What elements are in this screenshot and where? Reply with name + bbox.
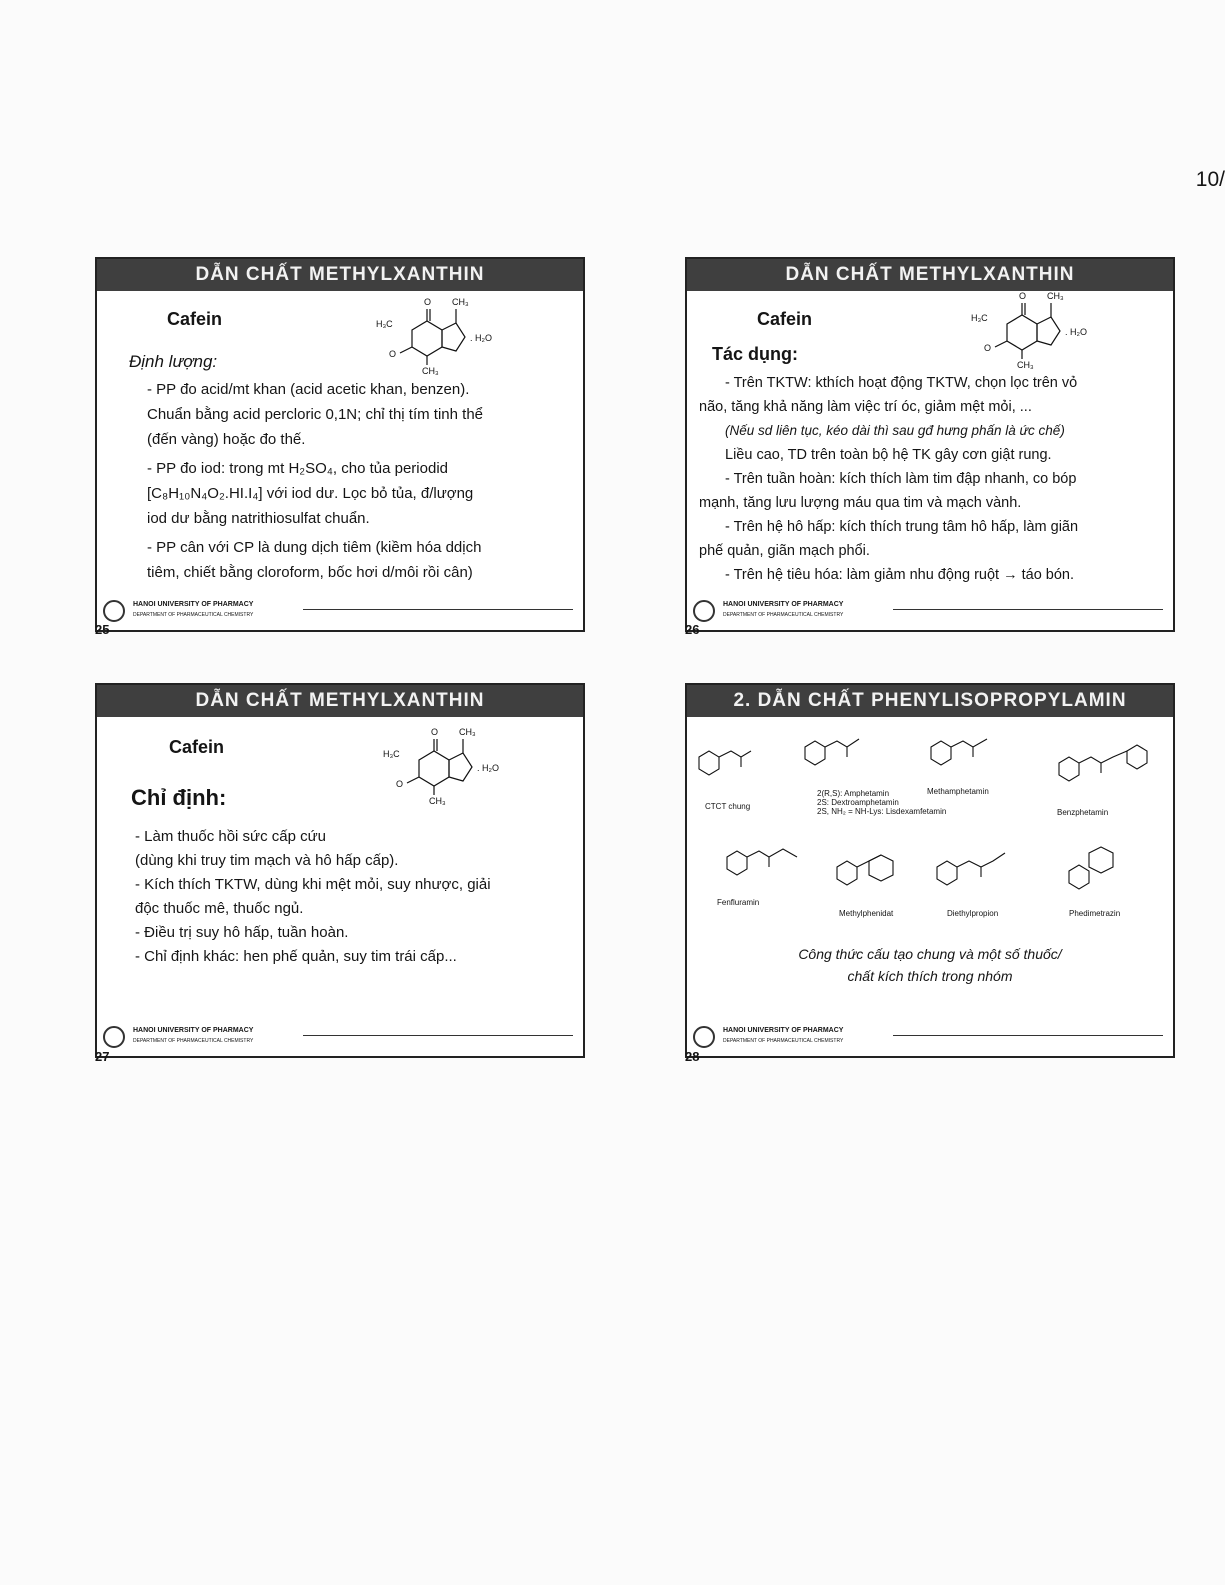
body-line: - Trên hệ tiêu hóa: làm giảm nhu động ruột → táo bón.	[725, 567, 1075, 583]
ch3-label: CH₃	[1047, 291, 1064, 301]
h3c-label: H₃C	[376, 319, 393, 329]
ch3-label: CH₃	[1017, 360, 1034, 369]
footer-university: HANOI UNIVERSITY OF PHARMACY	[723, 1027, 844, 1034]
body-line: độc thuốc mê, thuốc ngủ.	[135, 900, 304, 917]
h3c-label: H₃C	[383, 749, 400, 759]
ch3-label: CH₃	[459, 727, 476, 737]
h3c-label: H₃C	[971, 313, 988, 323]
body-line: - Làm thuốc hồi sức cấp cứu	[135, 828, 327, 845]
body-line: - Điều trị suy hô hấp, tuần hoàn.	[135, 924, 349, 941]
phenylisopropylamine-structures	[687, 725, 1173, 925]
slide-number: 27	[95, 1049, 110, 1064]
corner-page-label: 10/	[1195, 168, 1225, 191]
slide-body	[147, 377, 577, 585]
caffeine-structure	[967, 289, 1117, 369]
o-label: O	[431, 727, 439, 737]
slide-body	[135, 825, 575, 969]
caption-line: Công thức cấu tạo chung và một số thuốc/	[798, 946, 1062, 962]
body-line: iod dư bằng natrithiosulfat chuẩn.	[147, 510, 370, 527]
label-methamphetamin: Methamphetamin	[927, 787, 989, 796]
o-label: O	[984, 343, 992, 353]
o-label: O	[389, 349, 397, 359]
body-line: - PP đo acid/mt khan (acid acetic khan, benzen).	[147, 381, 470, 398]
h2o-label: . H₂O	[470, 333, 492, 343]
ch3-label: CH₃	[452, 297, 469, 307]
slide-footer	[103, 600, 573, 626]
body-line: - Trên tuần hoàn: kích thích làm tim đập nhanh, co bóp	[725, 471, 1077, 487]
section-title: Chỉ định:	[131, 785, 227, 810]
slide-27	[95, 683, 585, 1058]
footer-university: HANOI UNIVERSITY OF PHARMACY	[133, 1027, 254, 1034]
body-line: - Kích thích TKTW, dùng khi mệt mỏi, suy nhược, giải	[135, 876, 491, 893]
footer-department: DEPARTMENT OF PHARMACEUTICAL CHEMISTRY	[723, 612, 844, 618]
body-line: (đến vàng) hoặc đo thế.	[147, 431, 306, 448]
slide-25	[95, 257, 585, 632]
slide-footer	[693, 600, 1163, 626]
slide-header: DẪN CHẤT METHYLXANTHIN	[97, 685, 583, 717]
footer-department: DEPARTMENT OF PHARMACEUTICAL CHEMISTRY	[723, 1038, 844, 1044]
label-diethylpropion: Diethylpropion	[947, 909, 999, 918]
label-benzphetamin: Benzphetamin	[1057, 808, 1109, 817]
label-lisdexamfetamin: 2S, NH₂ = NH-Lys: Lisdexamfetamin	[817, 807, 947, 816]
body-line: mạnh, tăng lưu lượng máu qua tim và mạch vành.	[699, 495, 1022, 511]
label-amphetamin: 2(R,S): Amphetamin	[817, 789, 890, 798]
body-line: - PP cân với CP là dung dịch tiêm (kiềm hóa ddịch	[147, 539, 482, 556]
label-ctct: CTCT chung	[705, 802, 751, 811]
footer-rule	[893, 1035, 1163, 1036]
o-label: O	[396, 779, 404, 789]
section-title: Định lượng:	[129, 352, 218, 371]
university-logo-icon	[103, 600, 125, 622]
slide-header: DẪN CHẤT METHYLXANTHIN	[97, 259, 583, 291]
slide-number: 28	[685, 1049, 700, 1064]
body-line: tiêm, chiết bằng cloroform, bốc hơi d/môi rồi cân)	[147, 564, 473, 581]
body-line: (dùng khi truy tim mạch và hô hấp cấp).	[135, 852, 399, 869]
university-logo-icon	[693, 600, 715, 622]
footer-university: HANOI UNIVERSITY OF PHARMACY	[723, 601, 844, 608]
body-line: Chuẩn bằng acid percloric 0,1N; chỉ thị tím tinh thể	[147, 406, 484, 423]
body-line: Liều cao, TD trên toàn bộ hệ TK gây cơn giật rung.	[725, 447, 1052, 463]
university-logo-icon	[103, 1026, 125, 1048]
body-line: (Nếu sd liên tục, kéo dài thì sau gđ hưng phấn là ức chế)	[725, 423, 1065, 438]
slide-footer	[693, 1026, 1163, 1052]
h2o-label: . H₂O	[1065, 327, 1087, 337]
body-line: - Trên TKTW: kthích hoạt động TKTW, chọn lọc trên vỏ	[725, 375, 1078, 391]
slide-28	[685, 683, 1175, 1058]
compound-title: Cafein	[169, 737, 225, 757]
body-line: - Chỉ định khác: hen phế quản, suy tim trái cấp...	[135, 948, 457, 965]
ch3-label: CH₃	[422, 366, 439, 375]
slide-footer	[103, 1026, 573, 1052]
compound-title: Cafein	[167, 309, 223, 329]
slide-body	[699, 371, 1169, 587]
label-methylphenidat: Methylphenidat	[839, 909, 894, 918]
section-title: Tác dụng:	[712, 344, 798, 364]
slide-number: 26	[685, 622, 700, 637]
footer-rule	[893, 609, 1163, 610]
ch3-label: CH₃	[429, 796, 446, 805]
caffeine-structure	[372, 295, 522, 375]
footer-department: DEPARTMENT OF PHARMACEUTICAL CHEMISTRY	[133, 1038, 254, 1044]
body-line: phế quản, giãn mạch phổi.	[699, 543, 870, 559]
footer-rule	[303, 1035, 573, 1036]
body-line: [C₈H₁₀N₄O₂.HI.I₄] với iod dư. Lọc bỏ tủa, đ/lượng	[147, 485, 474, 502]
label-phedimetrazin: Phedimetrazin	[1069, 909, 1121, 918]
body-line: não, tăng khả năng làm việc trí óc, giảm mệt mỏi, ...	[699, 399, 1032, 415]
footer-rule	[303, 609, 573, 610]
footer-department: DEPARTMENT OF PHARMACEUTICAL CHEMISTRY	[133, 612, 254, 618]
slide-header: DẪN CHẤT METHYLXANTHIN	[687, 259, 1173, 291]
caption-line: chất kích thích trong nhóm	[847, 968, 1013, 984]
university-logo-icon	[693, 1026, 715, 1048]
slide-26	[685, 257, 1175, 632]
footer-university: HANOI UNIVERSITY OF PHARMACY	[133, 601, 254, 608]
o-label: O	[424, 297, 432, 307]
o-label: O	[1019, 291, 1027, 301]
caffeine-structure	[379, 725, 529, 805]
label-dextroamphetamin: 2S: Dextroamphetamin	[817, 798, 899, 807]
label-fenfluramin: Fenfluramin	[717, 898, 760, 907]
slide-number: 25	[95, 622, 110, 637]
body-line: - Trên hệ hô hấp: kích thích trung tâm hô hấp, làm giãn	[725, 519, 1079, 535]
slide-header: 2. DẪN CHẤT PHENYLISOPROPYLAMIN	[687, 685, 1173, 717]
body-line: - PP đo iod: trong mt H₂SO₄, cho tủa periodid	[147, 460, 448, 477]
h2o-label: . H₂O	[477, 763, 499, 773]
compound-title: Cafein	[757, 309, 813, 329]
